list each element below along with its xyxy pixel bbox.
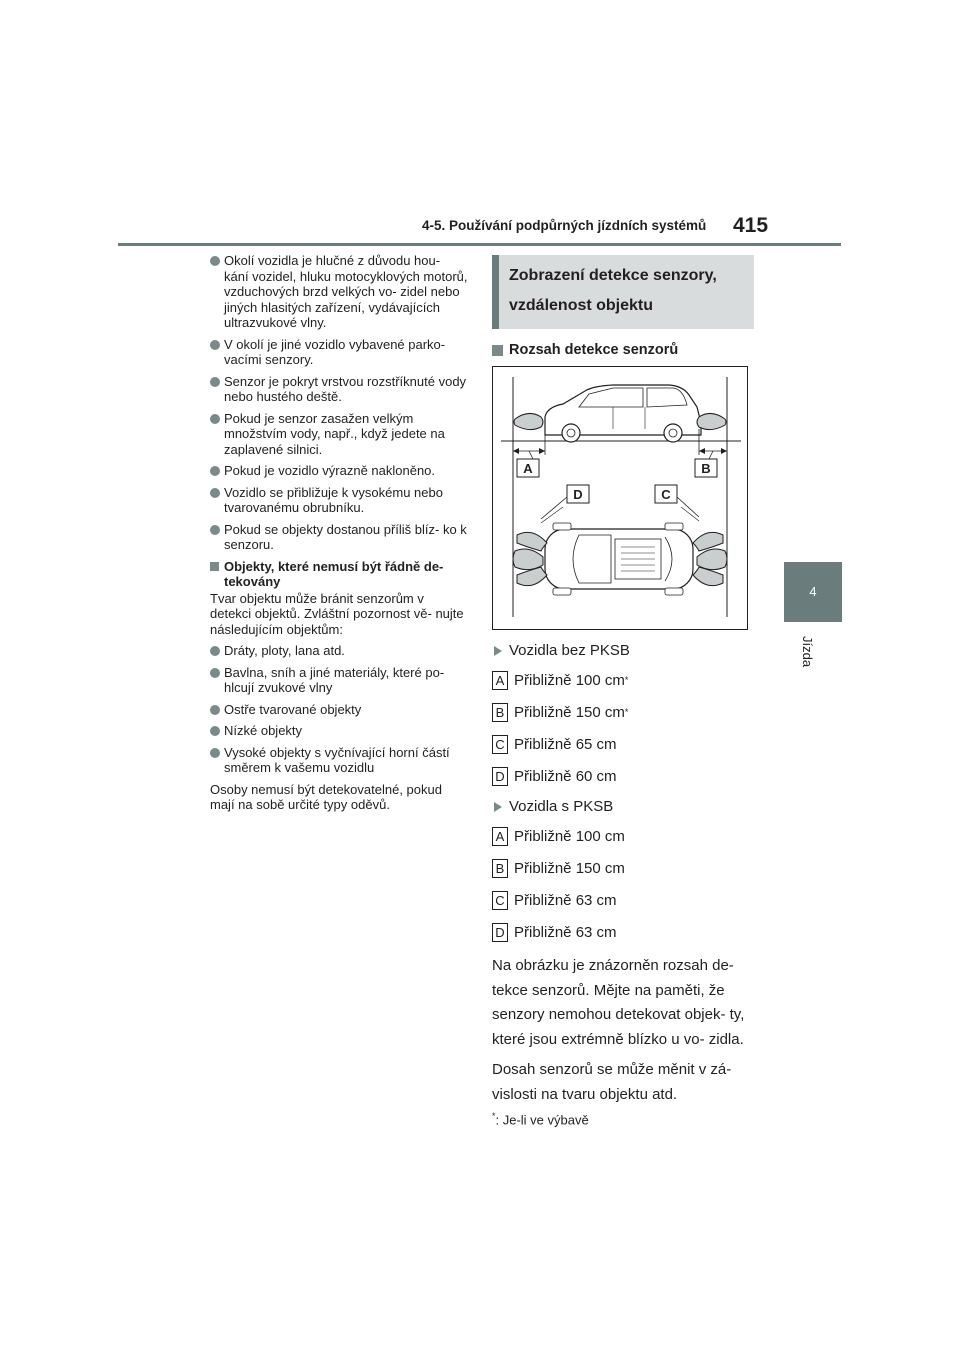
footnote-star: *	[624, 707, 629, 717]
letter-label: D	[492, 923, 508, 942]
section-heading: Zobrazení detekce senzory, vzdálenost objektu	[492, 255, 754, 329]
range-value: Přibližně 63 cm	[514, 891, 617, 909]
letter-label: C	[492, 891, 508, 910]
list-item: V okolí je jiné vozidlo vybavené parko- vacími senzory.	[210, 337, 468, 368]
figure-label-c: C	[661, 487, 671, 502]
range-value: Přibližně 150 cm	[514, 703, 625, 721]
list-item	[492, 664, 754, 696]
letter-label: B	[492, 859, 508, 878]
bullet-list-objects	[210, 643, 468, 776]
letter-label: D	[492, 767, 508, 786]
group-title-without-pksb: Vozidla bez PKSB	[492, 638, 754, 664]
closing-note: Osoby nemusí být detekovatelné, pokud mají na sobě určité typy oděvů.	[210, 781, 442, 812]
figure-label-a: A	[523, 461, 533, 476]
list-item: Nízké objekty	[210, 723, 468, 739]
footnote-star: *	[624, 675, 629, 685]
list-item: Vozidlo se přibližuje k vysokému nebo tvarovanému obrubníku.	[210, 485, 468, 516]
list-item: Pokud se objekty dostanou příliš blíz- ko k senzoru.	[210, 522, 468, 553]
bullet-list-conditions	[210, 253, 468, 553]
list-item	[492, 820, 754, 852]
range-value: Přibližně 63 cm	[514, 923, 617, 941]
sensor-range-figure	[492, 366, 748, 630]
chapter-tab: 4	[784, 562, 842, 622]
header-rule	[118, 243, 841, 246]
objects-intro: Tvar objektu může bránit senzorům v detekci objektů. Zvláštní pozornost vě- nujte následujícím objektům:	[210, 590, 464, 637]
list-item	[492, 760, 754, 792]
range-value: Přibližně 150 cm	[514, 859, 625, 877]
list-item: Vysoké objekty s vyčnívající horní částí směrem k vašemu vozidlu	[210, 745, 468, 776]
list-item	[492, 728, 754, 760]
letter-label: A	[492, 671, 508, 690]
range-note-paragraph: Dosah senzorů se může měnit v zá- vislosti na tvaru objektu atd.	[492, 1061, 732, 1103]
list-item	[492, 696, 754, 728]
range-value: Přibližně 100 cm	[514, 827, 625, 845]
range-list	[492, 638, 754, 948]
right-column	[492, 255, 754, 1127]
figure-label-b: B	[701, 461, 711, 476]
footnote-text: : Je-li ve výbavě	[495, 1112, 589, 1128]
sensor-range-diagram	[493, 367, 747, 629]
group-title-with-pksb: Vozidla s PKSB	[492, 794, 754, 820]
list-item	[492, 884, 754, 916]
letter-label: A	[492, 827, 508, 846]
list-item: Senzor je pokryt vrstvou rozstříknuté vody nebo hustého deště.	[210, 374, 468, 405]
left-column	[210, 253, 468, 819]
list-item: Pokud je vozidlo výrazně nakloněno.	[210, 463, 468, 479]
range-value: Přibližně 100 cm	[514, 671, 625, 689]
subheading: Rozsah detekce senzorů	[492, 342, 754, 358]
chapter-tab-label: Jízda	[800, 636, 815, 668]
footnote-mark: *	[492, 1111, 496, 1121]
header-section-title: 4-5. Používání podpůrných jízdních systémů	[422, 218, 707, 233]
list-item: Ostře tvarované objekty	[210, 702, 468, 718]
list-item: Dráty, ploty, lana atd.	[210, 643, 468, 659]
explanation-paragraph: Na obrázku je znázorněn rozsah de- tekce senzorů. Mějte na paměti, že senzory nemohou detekovat objek- ty, které jsou extrémně blízko u vo- zidla.	[492, 957, 745, 1048]
list-item: Pokud je senzor zasažen velkým množstvím vody, např., když jedete na zaplavené silnici.	[210, 411, 468, 458]
objects-heading: Objekty, které nemusí být řádně de- tekovány	[210, 559, 468, 590]
list-item	[492, 916, 754, 948]
range-value: Přibližně 60 cm	[514, 767, 617, 785]
figure-label-d: D	[573, 487, 583, 502]
list-item: Okolí vozidla je hlučné z důvodu hou- kání vozidel, hluku motocyklových motorů, vzduchových brzd velkých vo- zidel nebo jiných hlasitých zařízení, vydávajících ultrazvukové vlny.	[210, 253, 468, 331]
page-number: 415	[733, 214, 769, 237]
range-value: Přibližně 65 cm	[514, 735, 617, 753]
letter-label: C	[492, 735, 508, 754]
letter-label: B	[492, 703, 508, 722]
list-item	[492, 852, 754, 884]
list-item: Bavlna, sníh a jiné materiály, které po- hlcují zvukové vlny	[210, 665, 468, 696]
footnote	[492, 1111, 754, 1127]
